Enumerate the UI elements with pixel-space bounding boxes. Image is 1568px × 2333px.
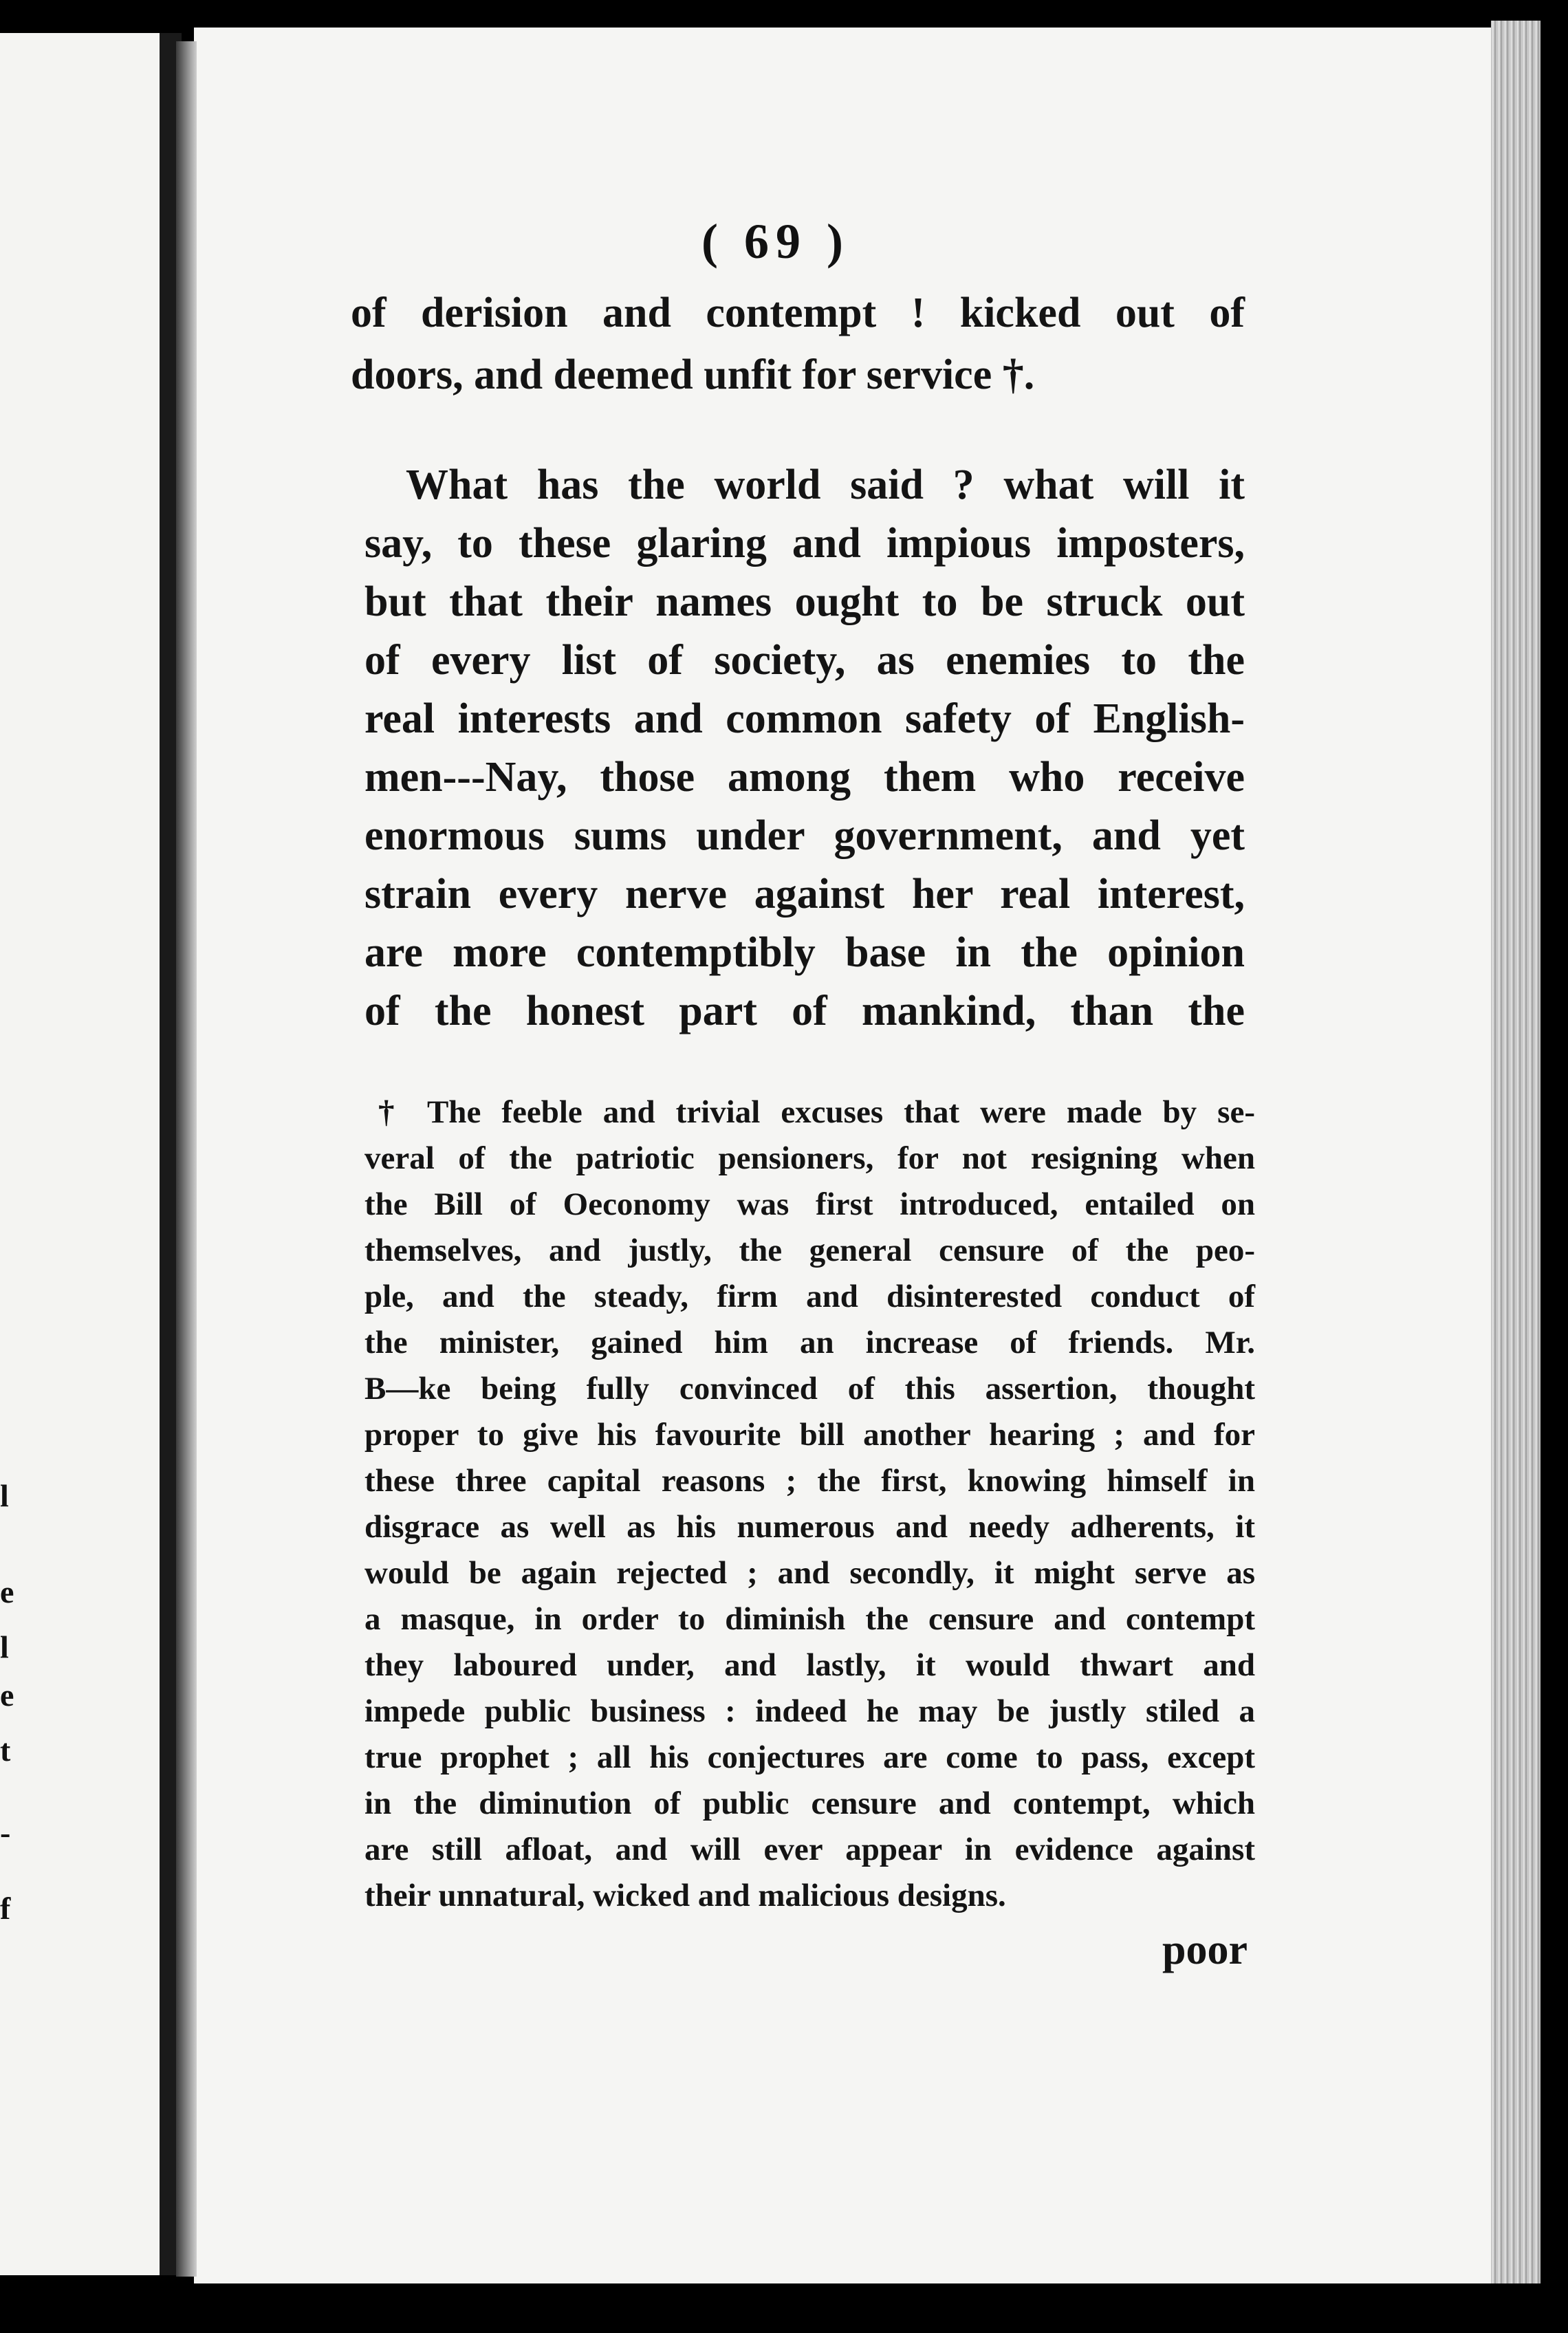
footnote-line: † The feeble and trivial excuses that were made by se- — [378, 1094, 1255, 1130]
footnote-line: in the diminution of public censure and contempt, which — [364, 1786, 1255, 1821]
text-line: are more contemptibly base in the opinion — [364, 929, 1245, 976]
margin-char: e — [0, 1678, 14, 1713]
footnote-line: these three capital reasons ; the first, knowing himself in — [364, 1463, 1255, 1499]
scan-border-bottom — [0, 2283, 1568, 2333]
footnote-line: the Bill of Oeconomy was first introduced, entailed on — [364, 1186, 1255, 1222]
catchword: poor — [1162, 1927, 1248, 1973]
footnote-line: would be again rejected ; and secondly, it might serve as — [364, 1555, 1255, 1591]
page-number: ( 69 ) — [701, 214, 850, 269]
margin-char: l — [0, 1629, 9, 1664]
gutter-shadow — [176, 41, 197, 2277]
margin-char: l — [0, 1478, 9, 1513]
text-line: of the honest part of mankind, than the — [364, 988, 1245, 1034]
footnote-line: themselves, and justly, the general censure of the peo- — [364, 1233, 1255, 1268]
text-line: of every list of society, as enemies to the — [364, 637, 1245, 684]
text-line: enormous sums under government, and yet — [364, 812, 1245, 859]
footnote-line: disgrace as well as his numerous and needy adherents, it — [364, 1509, 1255, 1545]
text-line: strain every nerve against her real interest, — [364, 871, 1245, 918]
text-line: real interests and common safety of English- — [364, 695, 1245, 742]
paragraph-first-line: What has the world said ? what will it — [406, 462, 1245, 508]
text-line: but that their names ought to be struck out — [364, 578, 1245, 625]
facing-page-fragment — [0, 33, 160, 2275]
text-line: of derision and contempt ! kicked out of — [351, 290, 1245, 336]
margin-char: f — [0, 1891, 11, 1926]
text-line: men---Nay, those among them who receive — [364, 754, 1245, 801]
footnote-line: they laboured under, and lastly, it would thwart and — [364, 1647, 1255, 1683]
footnote-line: proper to give his favourite bill another hearing ; and for — [364, 1417, 1255, 1453]
footnote-line: veral of the patriotic pensioners, for not resigning when — [364, 1140, 1255, 1176]
page-fore-edge — [1491, 21, 1540, 2290]
footnote-line: a masque, in order to diminish the censure and contempt — [364, 1601, 1255, 1637]
footnote-line: ple, and the steady, firm and disinterested conduct of — [364, 1279, 1255, 1314]
scan-border-right — [1540, 0, 1568, 2333]
text-line: say, to these glaring and impious imposters, — [364, 520, 1245, 567]
footnote-line: the minister, gained him an increase of friends. Mr. — [364, 1325, 1255, 1360]
margin-char: t — [0, 1733, 11, 1768]
footnote-line: their unnatural, wicked and malicious designs. — [364, 1878, 1006, 1913]
margin-char: - — [0, 1815, 11, 1850]
footnote-line: are still afloat, and will ever appear in evidence against — [364, 1832, 1255, 1867]
text-line: doors, and deemed unfit for service †. — [351, 351, 1035, 398]
footnote-line: impede public business : indeed he may be justly stiled a — [364, 1693, 1255, 1729]
facing-page-text-remnants — [0, 33, 21, 2275]
margin-char: e — [0, 1574, 14, 1609]
footnote-line: true prophet ; all his conjectures are come to pass, except — [364, 1739, 1255, 1775]
footnote-line: B—ke being fully convinced of this assertion, thought — [364, 1371, 1255, 1407]
